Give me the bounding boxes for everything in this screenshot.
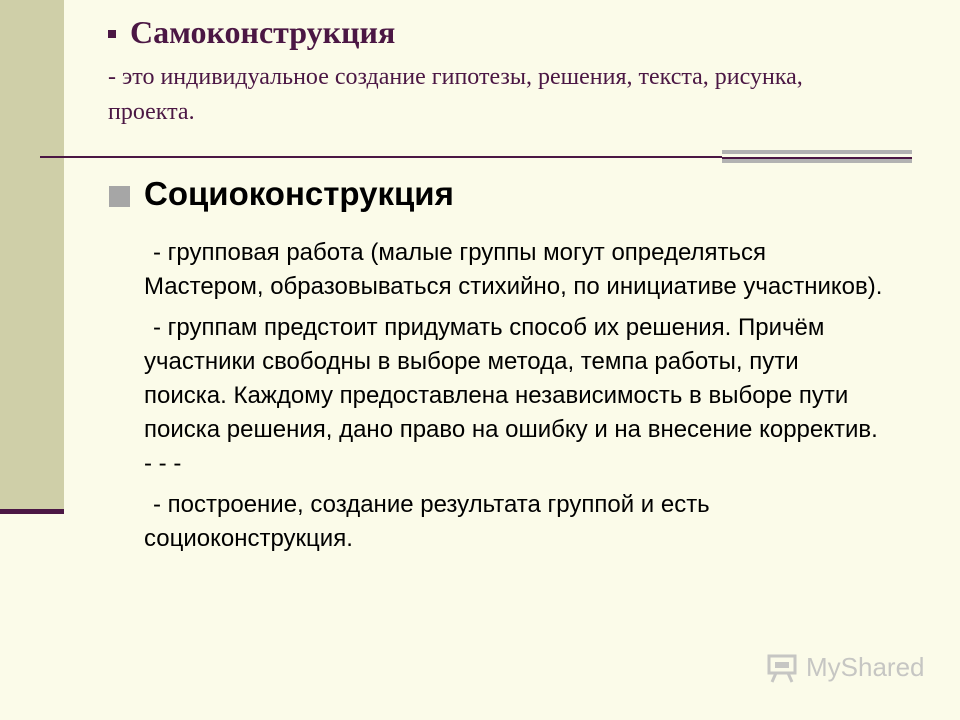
square-bullet-icon bbox=[109, 186, 130, 207]
divider-accent-center bbox=[722, 157, 912, 159]
paragraph: - построение, создание результата группой и есть социоконструкция. bbox=[144, 491, 717, 552]
divider-line bbox=[40, 156, 722, 158]
slide-subtitle: - это индивидуальное создание гипотезы, решения, текста, рисунка, проекта. bbox=[108, 64, 803, 125]
section-heading: Социоконструкция bbox=[144, 175, 454, 212]
left-sidebar-bar bbox=[0, 0, 64, 510]
watermark-text: MyShared bbox=[806, 652, 925, 682]
presentation-board-icon bbox=[766, 653, 800, 683]
paragraph: - групповая работа (малые группы могут определяться Мастером, образовываться стихийно, по инициативе участников). bbox=[144, 239, 883, 300]
square-bullet-icon bbox=[108, 30, 116, 38]
slide-title: Самоконструкция bbox=[130, 14, 396, 50]
title-row bbox=[108, 10, 928, 54]
paragraph: - группам предстоит придумать способ их решения. Причём участники свободны в выборе метода, темпа работы, пути поиска. Каждому предоставлена независимость в выборе пути поиска решения, дано право на ошибку и на внесение корректив. - - - bbox=[144, 314, 885, 477]
left-sidebar-line bbox=[0, 509, 64, 514]
body-text bbox=[144, 236, 884, 563]
watermark bbox=[766, 652, 925, 683]
title-block bbox=[108, 10, 928, 130]
